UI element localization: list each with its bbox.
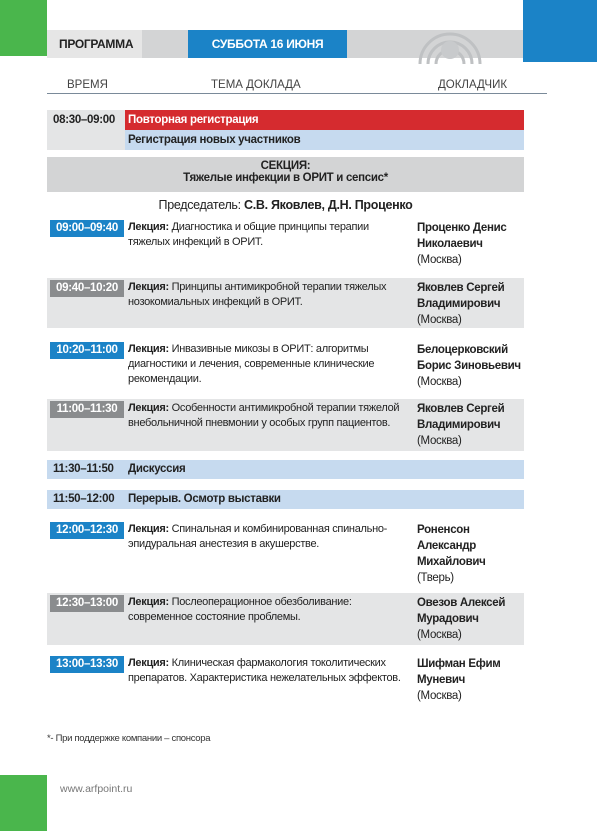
speaker-name: Овезов Алексей Мурадович — [417, 597, 506, 625]
registration-row — [47, 110, 524, 150]
discussion-label: Дискуссия — [128, 463, 186, 475]
section-chair — [47, 198, 524, 212]
speaker-city: (Тверь) — [417, 572, 454, 584]
discussion-time: 11:30–11:50 — [53, 463, 114, 475]
speaker-name: Проценко Денис Николаевич — [417, 222, 507, 250]
speaker-name: Белоцерковский Борис Зиновьевич — [417, 344, 521, 372]
lecture-row — [47, 218, 524, 268]
lecture-time: 09:00–09:40 — [50, 220, 124, 237]
lecture-time: 10:20–11:00 — [50, 342, 124, 359]
program-tab: ПРОГРАММА — [47, 30, 142, 58]
column-header-topic: ТЕМА ДОКЛАДА — [211, 79, 301, 91]
lecture-topic: Лекция: Инвазивные микозы в ОРИТ: алгоритмы диагностики и лечения, современные клинические рекомендации. — [128, 343, 375, 385]
registration-new: Регистрация новых участников — [125, 130, 524, 150]
chair-names: С.В. Яковлев, Д.Н. Проценко — [244, 198, 413, 212]
lecture-time: 09:40–10:20 — [50, 280, 124, 297]
lecture-speaker — [417, 342, 527, 390]
speaker-name: Роненсон Александр Михайлович — [417, 524, 486, 568]
lecture-row — [47, 340, 524, 395]
corner-accent-top-left — [0, 0, 47, 56]
lecture-topic: Лекция: Принципы антимикробной терапии тяжелых нозокомиальных инфекций в ОРИТ. — [128, 281, 387, 308]
break-label: Перерыв. Осмотр выставки — [128, 493, 281, 505]
lecture-speaker — [417, 401, 527, 449]
lecture-topic: Лекция: Послеоперационное обезболивание: современное состояние проблемы. — [128, 596, 352, 623]
registration-repeat: Повторная регистрация — [125, 110, 524, 130]
lecture-speaker — [417, 522, 527, 586]
section-subtitle: Тяжелые инфекции в ОРИТ и сепсис* — [183, 172, 388, 184]
speaker-city: (Москва) — [417, 314, 462, 326]
registration-time: 08:30–09:00 — [53, 114, 115, 126]
speaker-name: Шифман Ефим Муневич — [417, 658, 501, 686]
lecture-speaker — [417, 656, 527, 704]
discussion-row — [47, 460, 524, 479]
lecture-topic: Лекция: Диагностика и общие принципы терапии тяжелых инфекций в ОРИТ. — [128, 221, 369, 248]
lecture-topic: Лекция: Особенности антимикробной терапии тяжелой внебольничной пневмонии у особых групп пациентов. — [128, 402, 400, 429]
corner-accent-bottom-left — [0, 775, 47, 831]
lecture-speaker — [417, 595, 527, 643]
lecture-topic: Лекция: Клиническая фармакология токолитических препаратов. Характеристика нежелательных эффектов. — [128, 657, 401, 684]
section-header — [47, 157, 524, 192]
lecture-time: 12:00–12:30 — [50, 522, 124, 539]
speaker-city: (Москва) — [417, 690, 462, 702]
lecture-time: 11:00–11:30 — [50, 401, 124, 418]
speaker-city: (Москва) — [417, 376, 462, 388]
lecture-speaker — [417, 220, 527, 268]
lecture-row — [47, 593, 524, 645]
column-header-divider — [47, 93, 547, 94]
lecture-time: 12:30–13:00 — [50, 595, 124, 612]
lecture-row — [47, 399, 524, 451]
corner-accent-top-right — [523, 0, 597, 62]
lecture-row — [47, 278, 524, 328]
lecture-row — [47, 654, 524, 709]
speaker-name: Яковлев Сергей Владимирович — [417, 403, 505, 431]
speaker-city: (Москва) — [417, 254, 462, 266]
lecture-speaker — [417, 280, 527, 328]
logo-watermark-icon — [380, 24, 520, 64]
website-url[interactable]: www.arfpoint.ru — [60, 783, 133, 795]
lecture-row — [47, 520, 524, 586]
lecture-topic: Лекция: Спинальная и комбинированная спинально-эпидуральная анестезия в акушерстве. — [128, 523, 388, 550]
speaker-city: (Москва) — [417, 435, 462, 447]
lecture-time: 13:00–13:30 — [50, 656, 124, 673]
chair-prefix: Председатель: — [158, 198, 244, 212]
speaker-name: Яковлев Сергей Владимирович — [417, 282, 505, 310]
speaker-city: (Москва) — [417, 629, 462, 641]
section-title: СЕКЦИЯ: — [260, 160, 311, 172]
break-row — [47, 490, 524, 509]
date-tab: СУББОТА 16 ИЮНЯ — [188, 30, 347, 58]
break-time: 11:50–12:00 — [53, 493, 115, 505]
column-header-time: ВРЕМЯ — [67, 79, 108, 91]
sponsor-footnote: *- При поддержке компании – спонсора — [47, 733, 211, 744]
column-header-speaker: ДОКЛАДЧИК — [438, 79, 508, 91]
